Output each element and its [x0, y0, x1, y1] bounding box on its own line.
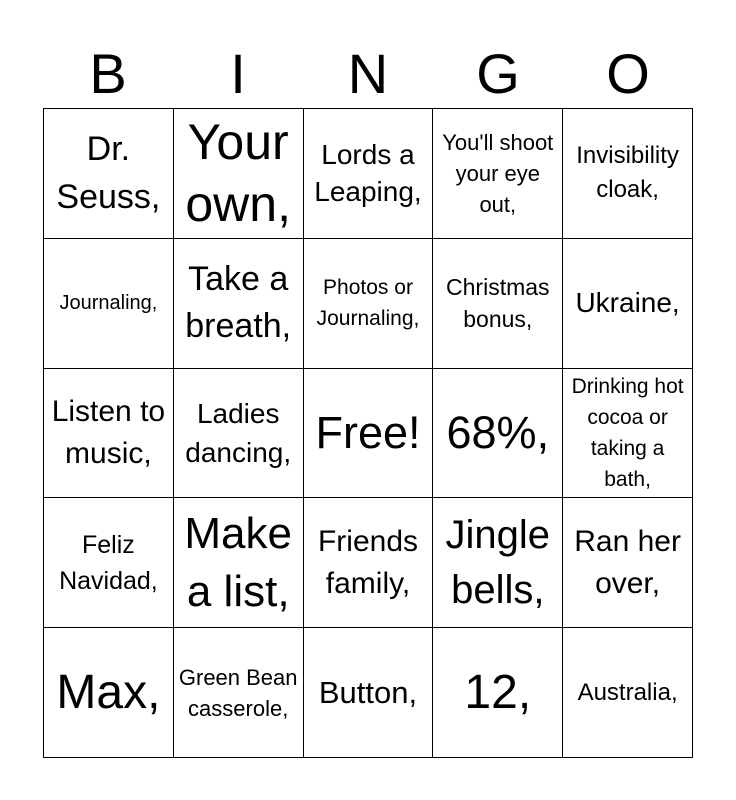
bingo-cell[interactable]	[44, 369, 174, 499]
bingo-cell-text: Lords a Leaping,	[314, 139, 422, 208]
header-letter-o: O	[606, 42, 650, 105]
bingo-cell-text: 12,	[464, 665, 532, 719]
bingo-cell-text: Make a list,	[184, 508, 292, 616]
bingo-cell[interactable]	[44, 239, 174, 369]
bingo-cell-text: Jingle bells,	[445, 512, 551, 612]
bingo-cell[interactable]	[304, 498, 434, 628]
header-letter-i: I	[230, 42, 246, 105]
bingo-cell-text: Listen to music,	[51, 394, 166, 470]
bingo-cell[interactable]	[433, 369, 563, 499]
bingo-cell-text: Drinking hot cocoa or taking a bath,	[571, 374, 684, 491]
bingo-cell[interactable]	[304, 109, 434, 239]
bingo-cell[interactable]	[304, 239, 434, 369]
bingo-cell[interactable]	[304, 369, 434, 499]
bingo-cell[interactable]	[44, 109, 174, 239]
bingo-cell[interactable]	[433, 109, 563, 239]
bingo-card-grid	[43, 108, 693, 758]
bingo-cell[interactable]	[44, 498, 174, 628]
bingo-cell-text: Journaling,	[59, 292, 158, 315]
bingo-cell[interactable]	[174, 628, 304, 758]
bingo-cell-text: Max,	[56, 665, 161, 719]
bingo-cell[interactable]	[563, 109, 693, 239]
bingo-cell-text: Your own,	[185, 114, 291, 233]
bingo-cell-text: Christmas bonus,	[446, 274, 550, 333]
bingo-header	[43, 40, 693, 108]
bingo-cell[interactable]	[433, 628, 563, 758]
bingo-cell[interactable]	[174, 369, 304, 499]
bingo-cell[interactable]	[174, 239, 304, 369]
bingo-cell[interactable]	[433, 498, 563, 628]
bingo-cell[interactable]	[563, 628, 693, 758]
bingo-cell-text: Ladies dancing,	[185, 397, 292, 468]
bingo-cell-text: Ran her over,	[574, 524, 681, 600]
bingo-cell[interactable]	[563, 369, 693, 499]
bingo-cell[interactable]	[44, 628, 174, 758]
bingo-cell-text: Dr. Seuss,	[56, 130, 161, 217]
bingo-cell-text: Green Bean casserole,	[178, 664, 298, 721]
bingo-cell-text: Ukraine,	[575, 287, 680, 319]
header-letter-g: G	[476, 42, 520, 105]
bingo-cell[interactable]	[174, 109, 304, 239]
bingo-cell[interactable]	[563, 498, 693, 628]
header-letter-b: B	[89, 42, 127, 105]
bingo-cell[interactable]	[174, 498, 304, 628]
bingo-cell-text: Invisibility cloak,	[576, 142, 679, 204]
bingo-cell-text: You'll shoot your eye out,	[442, 129, 554, 217]
bingo-cell-text: Photos or Journaling,	[316, 276, 420, 331]
bingo-cell[interactable]	[304, 628, 434, 758]
bingo-cell-text: Feliz Navidad,	[59, 530, 158, 595]
bingo-cell-text: Button,	[318, 674, 418, 710]
header-letter-n: N	[347, 42, 389, 105]
bingo-cell-text: Take a breath,	[185, 260, 292, 346]
bingo-cell-text: Friends family,	[317, 524, 419, 600]
bingo-cell-text: 68%,	[446, 406, 550, 458]
bingo-cell[interactable]	[563, 239, 693, 369]
bingo-cell-text: Australia,	[577, 678, 678, 706]
free-space: Free!	[315, 406, 421, 458]
bingo-cell[interactable]	[433, 239, 563, 369]
